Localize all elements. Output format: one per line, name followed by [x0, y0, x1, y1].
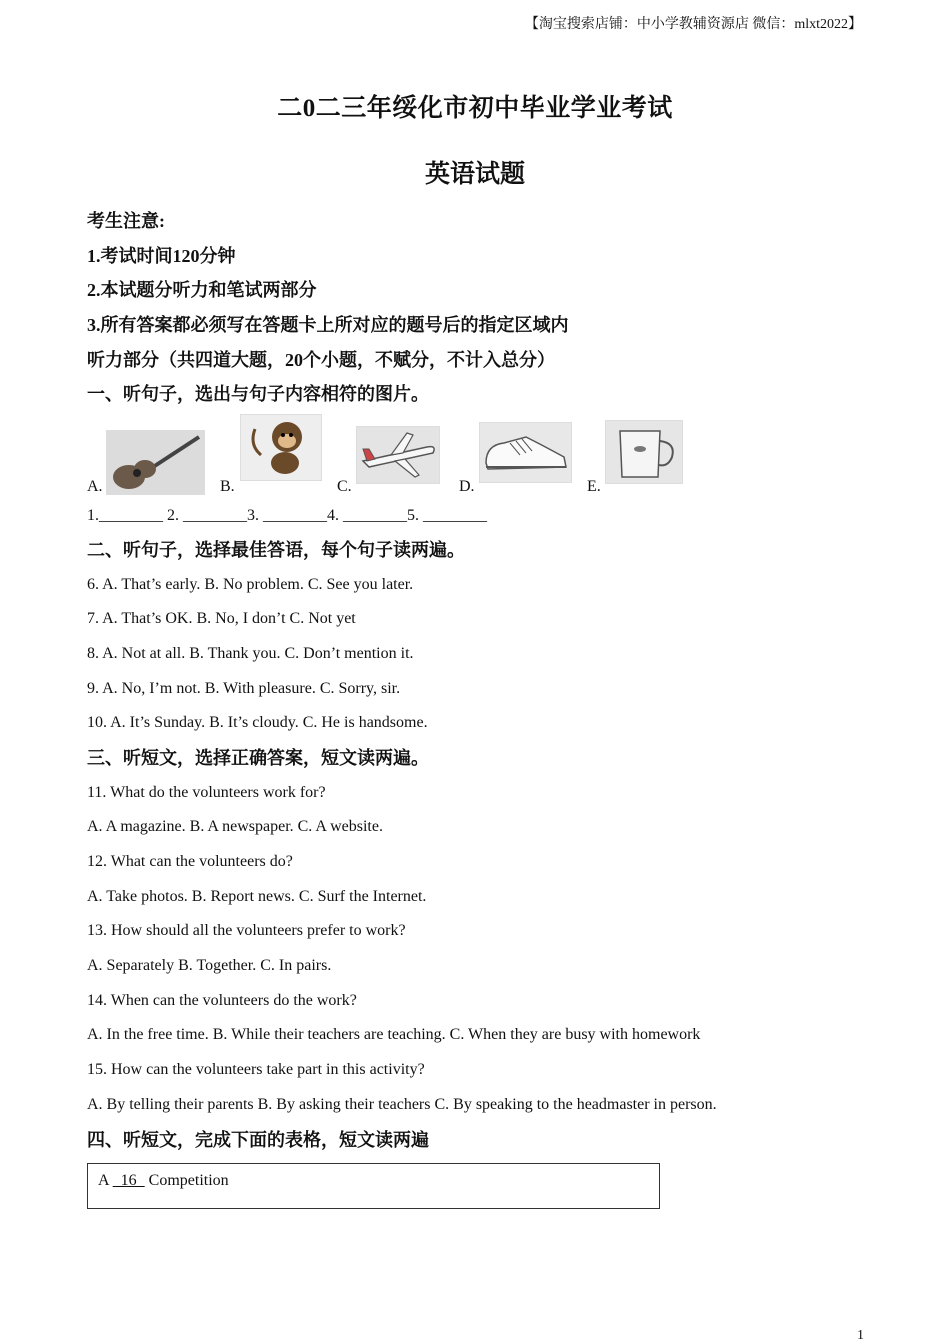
question-line: 7. A. That’s OK. B. No, I don’t C. Not yet [87, 610, 356, 628]
sneaker-icon [479, 422, 572, 483]
cup-icon [605, 420, 683, 484]
exam-content [87, 206, 877, 1209]
notice-heading: 考生注意: [87, 211, 165, 231]
question-line: A. In the free time. B. While their teachers are teaching. C. When they are busy with homework [87, 1026, 701, 1044]
notice-item: 3.所有答案都必须写在答题卡上所对应的题号后的指定区域内 [87, 315, 569, 336]
blank-16: 16 [112, 1172, 145, 1190]
airplane-icon [356, 426, 440, 484]
section1-heading: 一、听句子，选出与句子内容相符的图片。 [87, 384, 429, 405]
competition-table [87, 1163, 660, 1209]
table-suffix: Competition [144, 1172, 229, 1190]
notice-item: 2.本试题分听力和笔试两部分 [87, 280, 317, 301]
question-line: 6. A. That’s early. B. No problem. C. See you later. [87, 575, 414, 593]
question-line: A. A magazine. B. A newspaper. C. A website. [87, 818, 383, 836]
answer-blanks: 1.________ 2. ________3. ________4. ________5. ________ [87, 507, 487, 525]
monkey-icon [240, 414, 322, 481]
picture-label: B. [220, 478, 235, 496]
question-line: 10. A. It’s Sunday. B. It’s cloudy. C. He is handsome. [87, 714, 428, 732]
picture-options [87, 414, 877, 500]
question-line: 14. When can the volunteers do the work? [87, 991, 357, 1009]
section2-heading: 二、听句子，选择最佳答语，每个句子读两遍。 [87, 539, 465, 560]
question-line: 12. What can the volunteers do? [87, 853, 293, 870]
question-line: A. Separately B. Together. C. In pairs. [87, 957, 332, 975]
section4-heading: 四、听短文，完成下面的表格，短文读两遍 [87, 1129, 429, 1150]
picture-label: E. [587, 478, 601, 496]
page-number: 1 [857, 1328, 864, 1343]
notice-item: 1.考试时间120分钟 [87, 245, 236, 266]
picture-label: D. [459, 478, 475, 496]
question-line: 13. How should all the volunteers prefer to work? [87, 922, 406, 940]
section3-heading: 三、听短文，选择正确答案，短文读两遍。 [87, 747, 429, 768]
page-subtitle: 英语试题 [424, 161, 525, 188]
guitar-icon [106, 430, 205, 495]
question-line: 11. What do the volunteers work for? [87, 783, 326, 801]
picture-label: A. [87, 478, 103, 496]
question-line: 8. A. Not at all. B. Thank you. C. Don’t mention it. [87, 644, 414, 662]
question-line: A. Take photos. B. Report news. C. Surf the Internet. [87, 887, 427, 905]
picture-label: C. [337, 478, 352, 496]
question-line: A. By telling their parents B. By asking their teachers C. By speaking to the headmaster in person. [87, 1095, 717, 1113]
question-line: 15. How can the volunteers take part in this activity? [87, 1061, 425, 1079]
page-title: 二0二三年绥化市初中毕业学业考试 [277, 95, 673, 122]
header-note: 【淘宝搜索店铺：中小学教辅资源店 微信：mlxt2022】 [524, 17, 862, 32]
listening-heading: 听力部分（共四道大题，20个小题，不赋分，不计入总分） [87, 349, 555, 370]
question-line: 9. A. No, I’m not. B. With pleasure. C. Sorry, sir. [87, 679, 401, 697]
table-prefix: A [98, 1172, 113, 1190]
